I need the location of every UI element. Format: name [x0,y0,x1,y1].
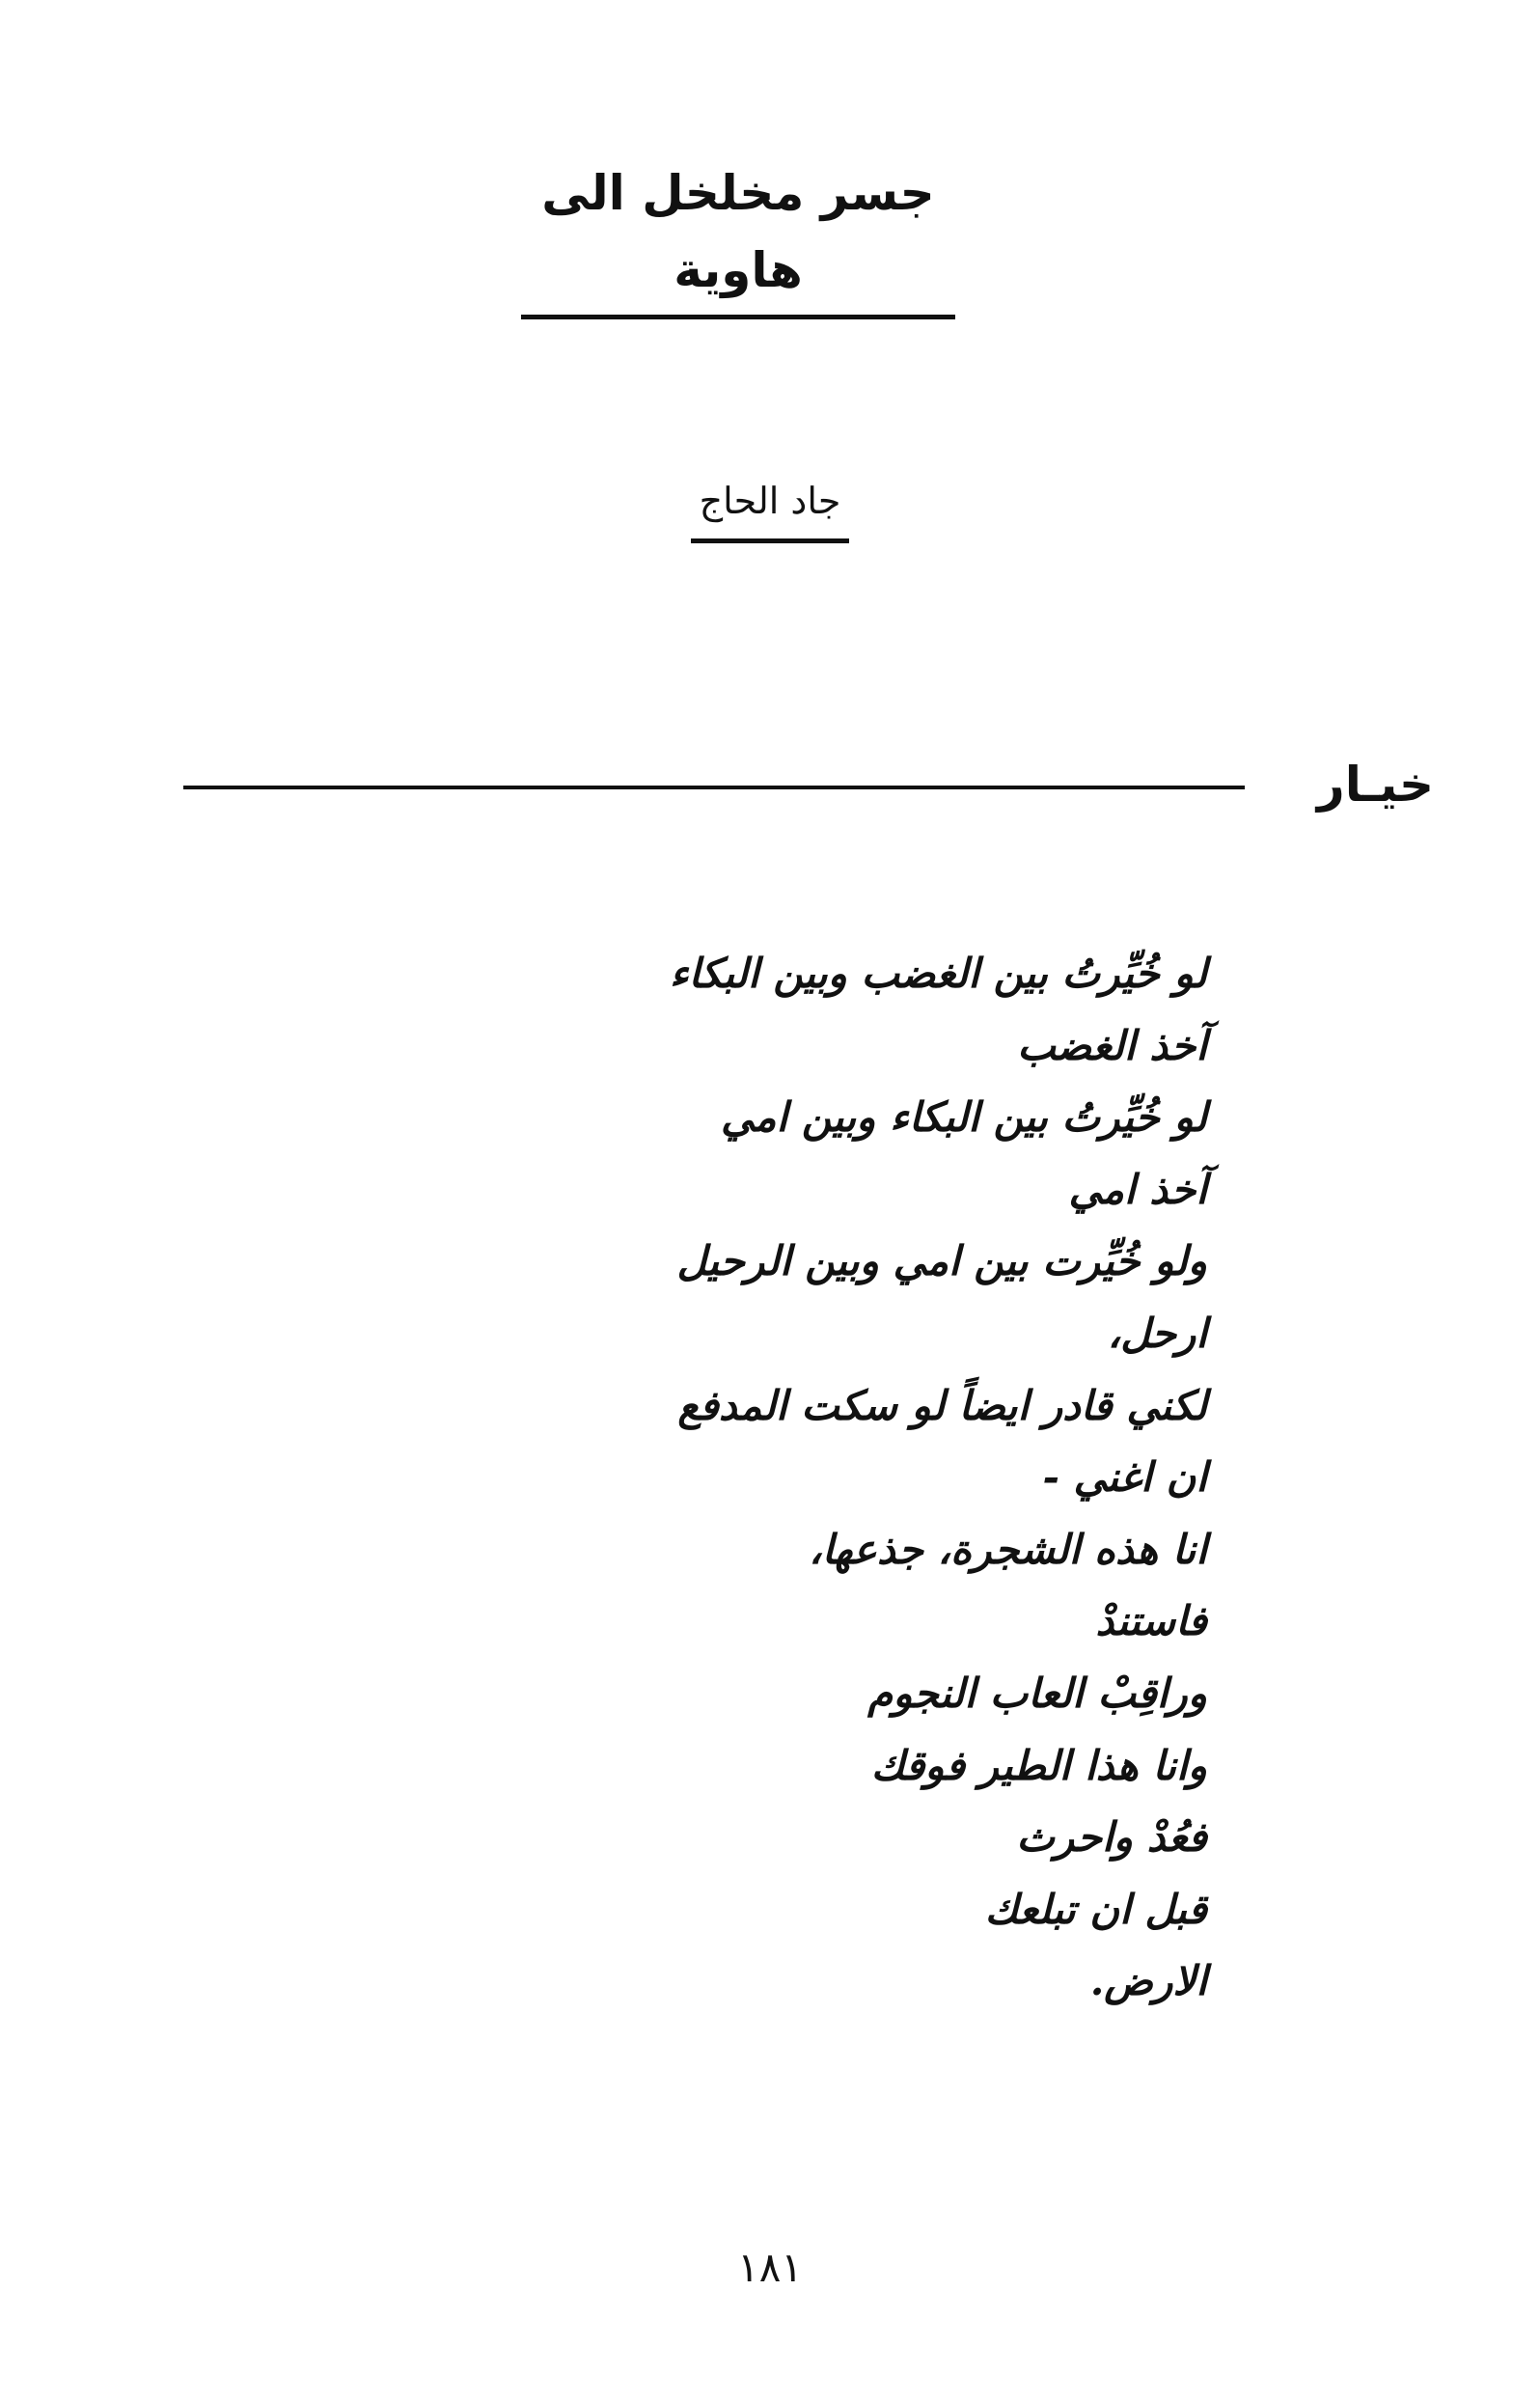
poem-line: وراقِبْ العاب النجوم [867,1669,1207,1717]
poem-line: فاستندْ [1095,1597,1207,1645]
poem-line: آخذ امي [1068,1165,1207,1213]
poem-line: ان اغني - [1042,1453,1207,1502]
poem-line: ولو خُيِّرت بين امي وبين الرحيل [676,1237,1207,1285]
poem-line: لو خُيِّرتُ بين الغضب وبين البكاء [669,950,1207,997]
poem-line: فعُدْ واحرث [1016,1813,1207,1862]
poem-line: ارحل، [1107,1309,1207,1357]
page-title: جسر مخلخل الى هاوية [521,154,955,319]
poem-line: قبل ان تبلعك [984,1885,1207,1933]
page-number: ١٨١ [737,2244,803,2291]
poem-title: خيـار [1316,757,1434,813]
poem-line: انا هذه الشجرة، جذعها، [809,1525,1207,1573]
poem-body [435,938,1207,2018]
author-name: جاد الحاج [691,471,849,543]
poem-line: آخذ الغضب [1017,1021,1207,1069]
poem-line: لكني قادر ايضاً لو سكت المدفع [677,1381,1207,1429]
section-divider [183,786,1245,789]
poem-line: لو خُيِّرتُ بين البكاء وبين امي [721,1093,1207,1142]
poem-line: وانا هذا الطير فوقك [870,1741,1207,1789]
poem-line: الارض. [1089,1957,1207,2005]
